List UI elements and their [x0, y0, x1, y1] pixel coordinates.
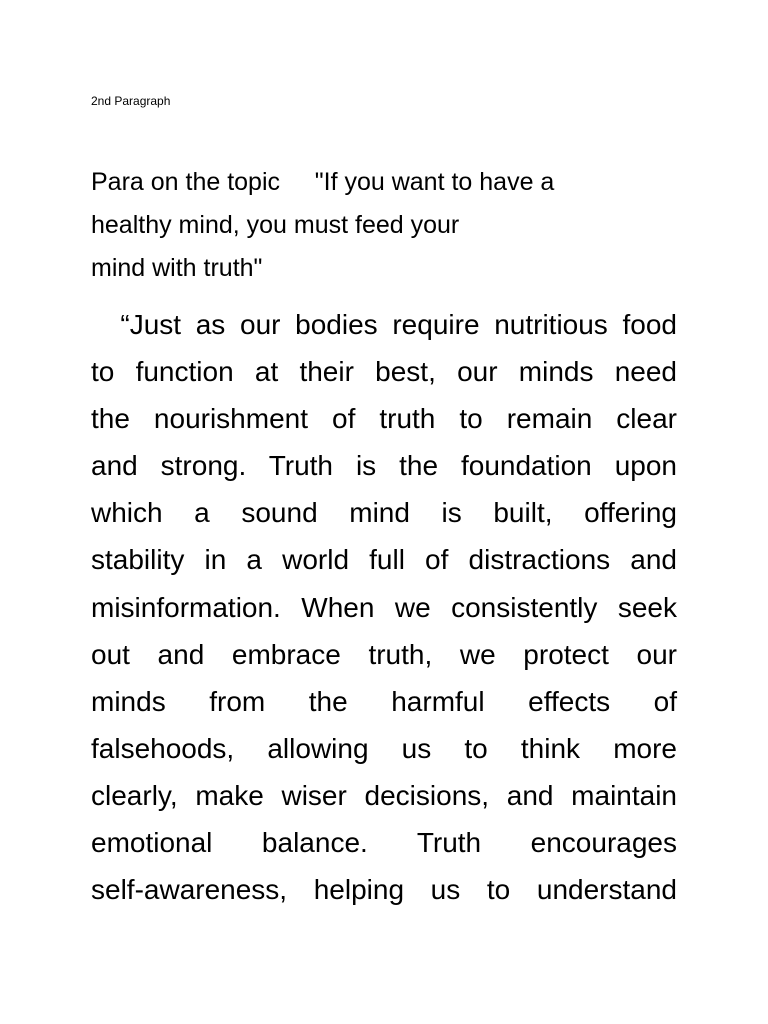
paragraph-line: which a sound mind is built, offering: [91, 497, 677, 529]
paragraph-body: [91, 301, 677, 913]
topic-line: Para on the topic "If you want to have a: [91, 168, 555, 196]
paragraph-line: to function at their best, our minds need: [91, 356, 677, 388]
paragraph-line: falsehoods, allowing us to think more: [91, 732, 677, 764]
paragraph-line: “Just as our bodies require nutritious food: [91, 309, 677, 340]
paragraph-line: self-awareness, helping us to understand: [91, 874, 677, 906]
paragraph-line: emotional balance. Truth encourages: [91, 827, 677, 859]
paragraph-line: clearly, make wiser decisions, and maintain: [91, 779, 677, 811]
topic-heading: [91, 161, 691, 290]
paragraph-line: stability in a world full of distractions and: [91, 544, 677, 576]
paragraph-line: misinformation. When we consistently seek: [91, 591, 677, 623]
paragraph-line: out and embrace truth, we protect our: [91, 638, 677, 670]
topic-line: mind with truth": [91, 254, 263, 282]
paragraph-line: the nourishment of truth to remain clear: [91, 403, 677, 435]
paragraph-line: minds from the harmful effects of: [91, 685, 677, 717]
topic-line: healthy mind, you must feed your: [91, 211, 460, 239]
section-label: 2nd Paragraph: [91, 94, 171, 108]
paragraph-line: and strong. Truth is the foundation upon: [91, 450, 677, 482]
